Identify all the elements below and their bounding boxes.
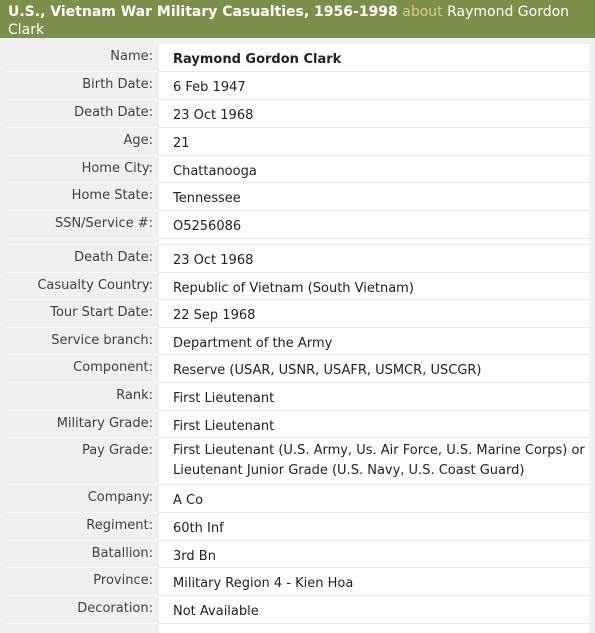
row-name xyxy=(6,44,589,71)
value-partial xyxy=(159,623,589,633)
label-company: Company: xyxy=(6,484,159,512)
label-home-state: Home State: xyxy=(6,182,159,210)
label-death-date-2: Death Date: xyxy=(6,244,159,272)
label-pay-grade: Pay Grade: xyxy=(6,437,159,484)
row-partial xyxy=(6,623,589,633)
row-decoration xyxy=(6,595,589,623)
label-tour-start: Tour Start Date: xyxy=(6,299,159,327)
value-pay-grade: First Lieutenant (U.S. Army, Us. Air Force, U.S. Marine Corps) or Lieutenant Junior Grade (U.S. Navy, U.S. Coast Guard) xyxy=(159,437,589,484)
label-partial xyxy=(6,623,159,633)
about-text: about xyxy=(402,4,443,20)
label-component: Component: xyxy=(6,354,159,382)
collection-title[interactable]: U.S., Vietnam War Military Casualties, 1956-1998 xyxy=(8,4,398,20)
label-casualty-country: Casualty Country: xyxy=(6,272,159,299)
label-home-city: Home City: xyxy=(6,155,159,182)
value-service-branch: Department of the Army xyxy=(159,327,589,354)
label-rank: Rank: xyxy=(6,382,159,410)
value-death-date-2: 23 Oct 1968 xyxy=(159,244,589,272)
label-service-branch: Service branch: xyxy=(6,327,159,354)
value-age: 21 xyxy=(159,127,589,155)
value-tour-start: 22 Sep 1968 xyxy=(159,299,589,327)
value-province: Military Region 4 - Kien Hoa xyxy=(159,567,589,595)
value-birth-date: 6 Feb 1947 xyxy=(159,71,589,99)
label-ssn: SSN/Service #: xyxy=(6,210,159,238)
row-regiment xyxy=(6,512,589,540)
row-pay-grade xyxy=(6,437,589,484)
row-ssn xyxy=(6,210,589,238)
value-home-city: Chattanooga xyxy=(159,155,589,182)
row-birth-date xyxy=(6,71,589,99)
label-batallion: Batallion: xyxy=(6,540,159,567)
row-province xyxy=(6,567,589,595)
label-age: Age: xyxy=(6,127,159,155)
value-death-date: 23 Oct 1968 xyxy=(159,99,589,127)
row-batallion xyxy=(6,540,589,567)
value-decoration: Not Available xyxy=(159,595,589,623)
row-casualty-country xyxy=(6,272,589,299)
row-rank xyxy=(6,382,589,410)
row-tour-start xyxy=(6,299,589,327)
row-death-date xyxy=(6,99,589,127)
person-name-last[interactable]: Clark xyxy=(8,22,45,38)
value-batallion: 3rd Bn xyxy=(159,540,589,567)
record-content xyxy=(0,38,595,633)
row-component xyxy=(6,354,589,382)
record-header xyxy=(0,0,595,38)
person-name-first[interactable]: Raymond Gordon xyxy=(447,4,570,20)
label-name: Name: xyxy=(6,44,159,71)
row-military-grade xyxy=(6,410,589,437)
value-component: Reserve (USAR, USNR, USAFR, USMCR, USCGR) xyxy=(159,354,589,382)
row-death-date-2 xyxy=(6,244,589,272)
row-service-branch xyxy=(6,327,589,354)
row-home-city xyxy=(6,155,589,182)
label-military-grade: Military Grade: xyxy=(6,410,159,437)
label-death-date: Death Date: xyxy=(6,99,159,127)
value-rank: First Lieutenant xyxy=(159,382,589,410)
label-province: Province: xyxy=(6,567,159,595)
record-table xyxy=(6,44,589,633)
label-decoration: Decoration: xyxy=(6,595,159,623)
row-home-state xyxy=(6,182,589,210)
value-home-state: Tennessee xyxy=(159,182,589,210)
label-regiment: Regiment: xyxy=(6,512,159,540)
row-company xyxy=(6,484,589,512)
row-age xyxy=(6,127,589,155)
label-birth-date: Birth Date: xyxy=(6,71,159,99)
value-name: Raymond Gordon Clark xyxy=(159,44,589,71)
value-military-grade: First Lieutenant xyxy=(159,410,589,437)
value-regiment: 60th Inf xyxy=(159,512,589,540)
value-casualty-country: Republic of Vietnam (South Vietnam) xyxy=(159,272,589,299)
value-ssn: O5256086 xyxy=(159,210,589,238)
value-company: A Co xyxy=(159,484,589,512)
